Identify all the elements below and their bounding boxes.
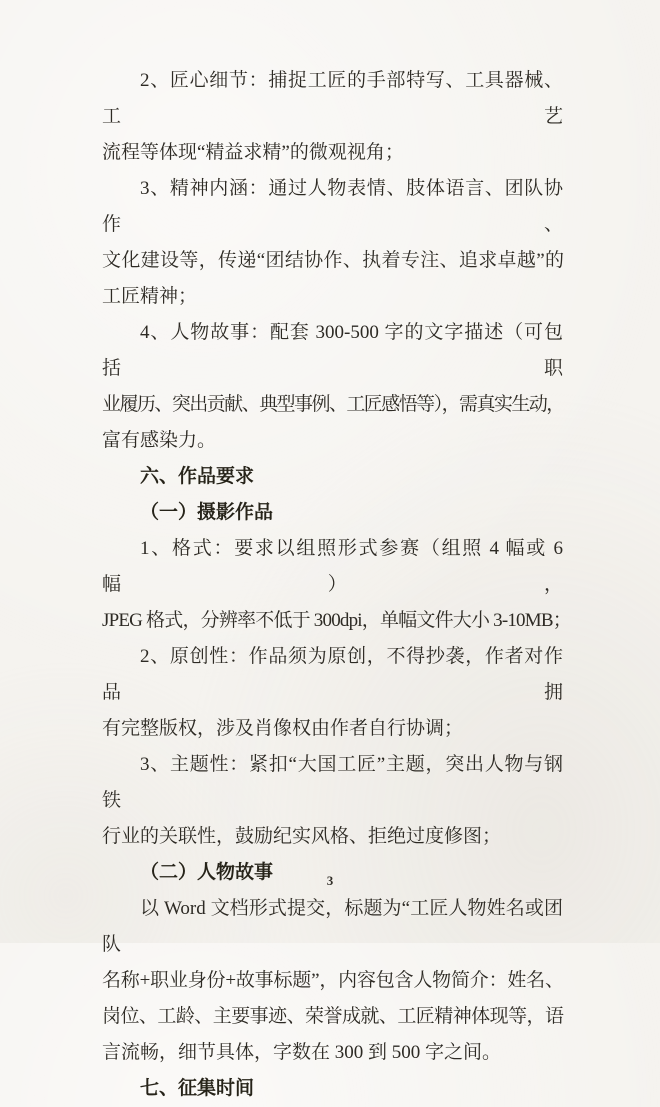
doc-line-12: JPEG 格式，分辨率不低于 300dpi，单幅文件大小 3-10MB；	[102, 610, 571, 631]
doc-line-13: 2、原创性：作品须为原创，不得抄袭，作者对作品拥	[102, 646, 563, 703]
doc-line-04: 文化建设等，传递“团结协作、执着专注、追求卓越”的	[102, 250, 563, 271]
doc-line-11: 1、格式：要求以组照形式参赛（组照 4 幅或 6 幅），	[102, 538, 563, 595]
doc-line-03: 3、精神内涵：通过人物表情、肢体语言、团队协作、	[102, 178, 563, 235]
doc-line-01: 2、匠心细节：捕捉工匠的手部特写、工具器械、工艺	[102, 70, 563, 127]
doc-line-15: 3、主题性：紧扣“大国工匠”主题，突出人物与钢铁	[102, 754, 563, 811]
doc-line-06: 4、人物故事：配套 300-500 字的文字描述（可包括职	[102, 322, 563, 379]
document-page	[102, 63, 571, 1107]
heading-section-6: 六、作品要求	[140, 466, 255, 487]
page-number: 3	[326, 873, 334, 888]
doc-line-07: 业履历、突出贡献、典型事例、工匠感悟等），需真实生动，	[102, 394, 563, 415]
heading-section-7: 七、征集时间	[140, 1078, 255, 1099]
heading-subsection-story: （二）人物故事	[140, 862, 274, 883]
doc-line-16: 行业的关联性，鼓励纪实风格、拒绝过度修图；	[102, 826, 502, 847]
doc-line-08: 富有感染力。	[102, 430, 217, 451]
doc-line-18: 以 Word 文档形式提交，标题为“工匠人物姓名或团队	[102, 898, 563, 955]
doc-line-05: 工匠精神；	[102, 286, 198, 307]
doc-line-21: 言流畅，细节具体，字数在 300 到 500 字之间。	[102, 1042, 502, 1063]
heading-subsection-photo: （一）摄影作品	[140, 502, 274, 523]
doc-line-02: 流程等体现“精益求精”的微观视角；	[102, 142, 404, 163]
doc-line-19: 名称+职业身份+故事标题”，内容包含人物简介：姓名、	[102, 970, 563, 991]
doc-line-20: 岗位、工龄、主要事迹、荣誉成就、工匠精神体现等，语	[102, 1006, 563, 1027]
doc-line-14: 有完整版权，涉及肖像权由作者自行协调；	[102, 718, 464, 739]
